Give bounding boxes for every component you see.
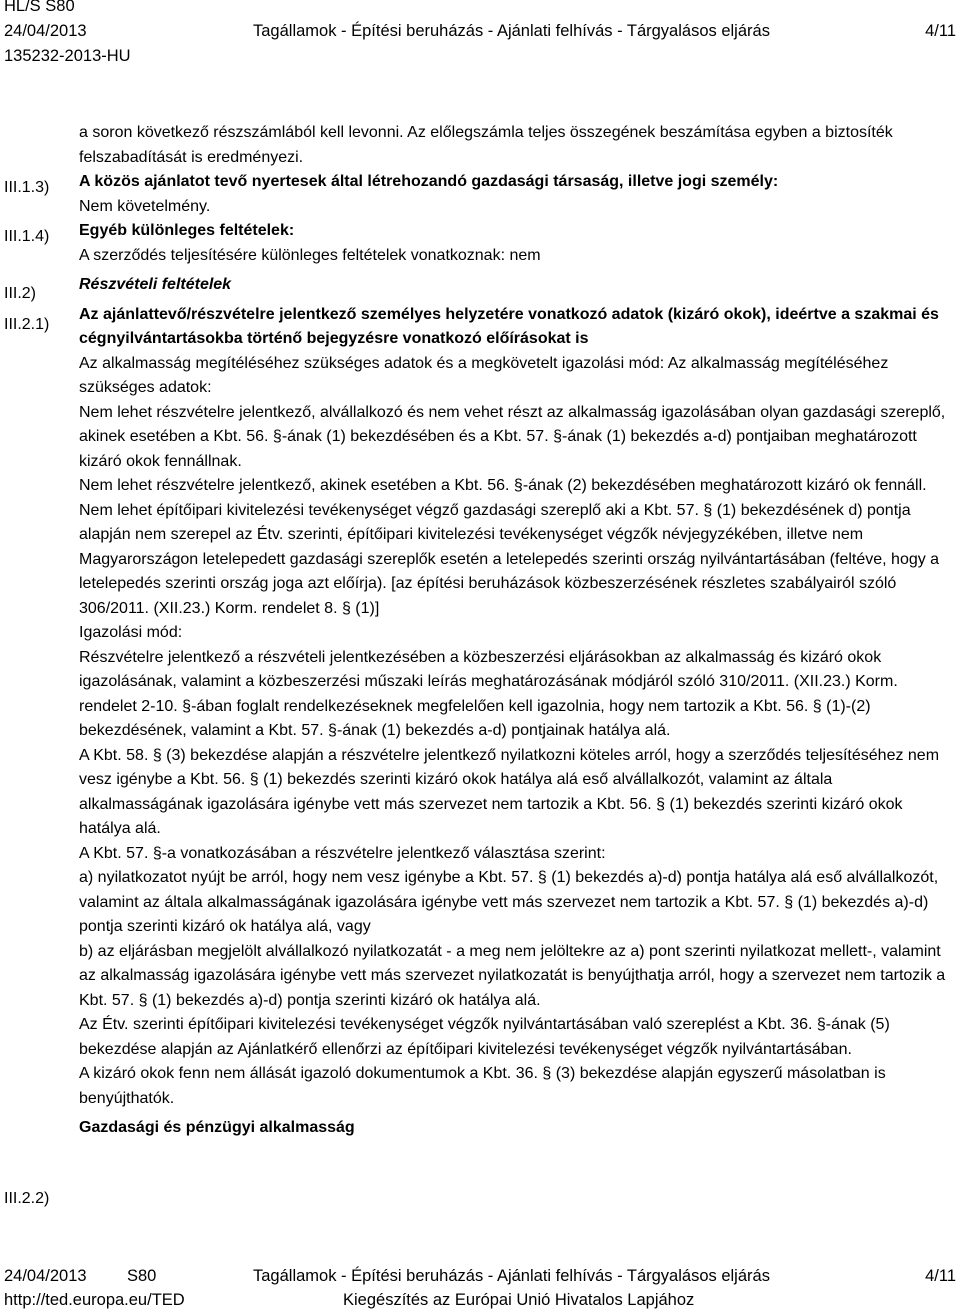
header-title: Tagállamok - Építési beruházás - Ajánlati felhívás - Tárgyalásos eljárás xyxy=(253,22,770,40)
paragraph: b) az eljárásban megjelölt alvállalkozó nyilatkozatát - a meg nem jelöltekre az a) pont szerinti nyilatkozat mellett-, valamint az alkalmasság igazolására igénybe vett más szervezet nyilatkozatát is benyújthatja arról, hogy a szervezet nem tartozik a Kbt. 57. § (1) bekezdés a)-d) pontja szerinti kizáró ok hatálya alá. xyxy=(79,942,946,1009)
paragraph: a) nyilatkozatot nyújt be arról, hogy nem vesz igénybe a Kbt. 57. § (1) bekezdés a)-d) pontja hatálya alá eső alvállalkozót, valamint az általa alkalmasságának igazolására igénybe vett más szervezet nem tartozik a Kbt. 57. § (1) bekezdés a)-d) pontja szerinti kizáró ok hatálya alá, vagy xyxy=(79,869,939,935)
section-number: III.2.2) xyxy=(4,1190,50,1207)
footer-series: S80 xyxy=(127,1267,157,1285)
footer-page: 4/11 xyxy=(925,1267,956,1285)
document-body xyxy=(79,121,957,1141)
section-number: III.1.3) xyxy=(4,179,50,196)
section-heading: Az ajánlattevő/részvételre jelentkező személyes helyzetére vonatkozó adatok (kizáró okok), ideértve a szakmai és cégnyilvántartásokba történő bejegyzésre vonatkozó előírásokat is xyxy=(79,305,939,347)
section-number: III.1.4) xyxy=(4,228,50,245)
section-heading: Részvételi feltételek xyxy=(79,276,232,293)
header-date: 24/04/2013 xyxy=(4,22,87,40)
header-doc-id: 135232-2013-HU xyxy=(4,47,131,65)
paragraph: Az alkalmasság megítéléséhez szükséges adatok és a megkövetelt igazolási mód: Az alkalmasság megítéléséhez szükséges adatok: xyxy=(79,354,889,396)
paragraph: a soron következő részszámlából kell levonni. Az előlegszámla teljes összegének beszámítása egyben a biztosíték felszabadítását is eredményezi. xyxy=(79,124,893,166)
doc-code: HL/S S80 xyxy=(4,0,75,15)
header-page: 4/11 xyxy=(925,22,956,40)
paragraph: A szerződés teljesítésére különleges feltételek vonatkoznak: nem xyxy=(79,246,541,264)
footer-title: Tagállamok - Építési beruházás - Ajánlati felhívás - Tárgyalásos eljárás xyxy=(253,1267,770,1285)
paragraph: Az Étv. szerinti építőipari kivitelezési tevékenységet végzők nyilvántartásában való szereplést a Kbt. 36. §-ának (5) bekezdése alapján az Ajánlatkérő ellenőrzi az építőipari kivitelezési tevékenységet végzők nyilvántartásában. xyxy=(79,1016,890,1058)
paragraph: Nem lehet részvételre jelentkező, alvállalkozó és nem vehet részt az alkalmasság igazolásában olyan gazdasági szereplő, akinek esetében a Kbt. 56. §-ának (1) bekezdésében és a Kbt. 57. §-ának (1) bekezdés a-d) pontjaiban meghatározott kizáró okok fennállnak. xyxy=(79,403,946,470)
footer-publisher: Kiegészítés az Európai Unió Hivatalos Lapjához xyxy=(343,1291,695,1309)
footer-date: 24/04/2013 xyxy=(4,1267,87,1285)
section-heading: Egyéb különleges feltételek: xyxy=(79,222,295,239)
paragraph: Részvételre jelentkező a részvételi jelentkezésében a közbeszerzési eljárásokban az alkalmasság és kizáró okok igazolásának, valamint a közbeszerzési műszaki leírás meghatározásának módjáról szóló 310/2011. (XII.23.) Korm. rendelet 2-10. §-ában foglalt rendelkezéseknek megfelelően kell igazolnia, hogy nem tartozik a Kbt. 56. § (1)-(2) bekezdésének, valamint a Kbt. 57. §-ának (1) bekezdés a-d) pontjainak hatálya alá. xyxy=(79,648,898,739)
paragraph: A Kbt. 57. §-a vonatkozásában a részvételre jelentkező választása szerint: xyxy=(79,844,606,862)
paragraph: Igazolási mód: xyxy=(79,624,183,641)
paragraph: Nem lehet építőipari kivitelezési tevékenységet végző gazdasági szereplő aki a Kbt. 57. § (1) bekezdésének d) pontja alapján nem szerepel az Étv. szerinti, építőipari kivitelezési tevékenységet végzők névjegyzékében, illetve nem Magyarországon letelepedett gazdasági szereplők esetén a letelepedés szerinti ország nyilvántartásában (feltéve, hogy a letelepedés szerinti ország joga azt előírja). [az építési beruházások közbeszerzésének részletes szabályairól szóló 306/2011. (XII.23.) Korm. rendelet 8. § (1)] xyxy=(79,501,940,617)
section-heading: Gazdasági és pénzügyi alkalmasság xyxy=(79,1119,355,1136)
paragraph: A kizáró okok fenn nem állását igazoló dokumentumok a Kbt. 36. § (3) bekezdése alapján egyszerű másolatban is benyújthatók. xyxy=(79,1065,886,1107)
footer-url-link[interactable]: http://ted.europa.eu/TED xyxy=(4,1291,185,1309)
section-number: III.2.1) xyxy=(4,316,50,333)
paragraph: Nem lehet részvételre jelentkező, akinek esetében a Kbt. 56. §-ának (2) bekezdésében meghatározott kizáró ok fennáll. xyxy=(79,477,927,494)
section-heading: A közös ajánlatot tevő nyertesek által létrehozandó gazdasági társaság, illetve jogi személy: xyxy=(79,173,779,190)
paragraph: A Kbt. 58. § (3) bekezdése alapján a részvételre jelentkező nyilatkozni köteles arról, hogy a szerződés teljesítéséhez nem vesz igénybe a Kbt. 56. § (1) bekezdés szerinti kizáró okok hatálya alá eső alvállalkozót, valamint az általa alkalmasságának igazolására igénybe vett más szervezet nem tartozik a Kbt. 56. § (1) bekezdés szerinti kizáró okok hatálya alá. xyxy=(79,746,940,837)
paragraph: Nem követelmény. xyxy=(79,197,211,215)
section-number: III.2) xyxy=(4,285,37,302)
